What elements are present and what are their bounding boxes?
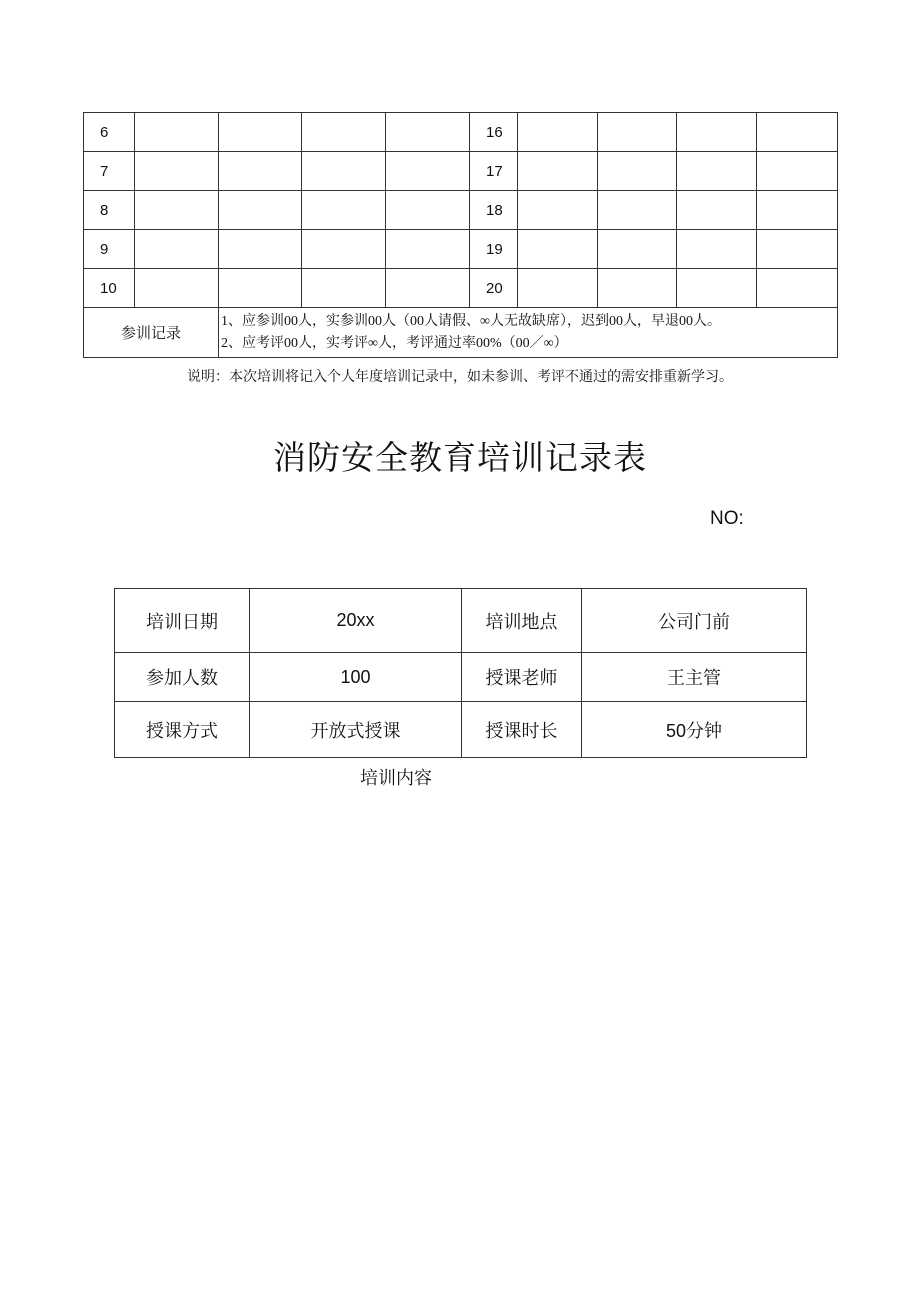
table-row — [115, 653, 807, 702]
evaluation-record-line: 2、应考评00人，实考评∞人，考评通过率00%（00／∞） — [221, 335, 568, 351]
page-title: 消防安全教育培训记录表 — [273, 441, 647, 477]
row-number: 10 — [84, 269, 135, 308]
row-number: 20 — [470, 269, 518, 308]
table-row — [84, 269, 838, 308]
blank-cell — [677, 191, 757, 230]
table-row — [115, 702, 807, 758]
row-number: 9 — [84, 230, 135, 269]
attendance-record-line: 1、应参训00人，实参训00人（00人请假、∞人无故缺席），迟到00人，早退00人。 — [221, 313, 721, 329]
blank-cell — [677, 113, 757, 152]
blank-cell — [135, 113, 219, 152]
blank-cell — [677, 152, 757, 191]
blank-cell — [219, 191, 302, 230]
training-location-value: 公司门前 — [582, 589, 807, 653]
blank-cell — [135, 269, 219, 308]
teaching-method-value: 开放式授课 — [250, 702, 462, 758]
blank-cell — [757, 269, 838, 308]
blank-cell — [386, 113, 470, 152]
row-number: 18 — [470, 191, 518, 230]
blank-cell — [219, 269, 302, 308]
blank-cell — [135, 191, 219, 230]
blank-cell — [302, 152, 386, 191]
row-number: 6 — [84, 113, 135, 152]
blank-cell — [518, 191, 598, 230]
blank-cell — [302, 113, 386, 152]
training-location-label: 培训地点 — [462, 589, 582, 653]
teacher-value: 王主管 — [582, 653, 807, 702]
row-number: 17 — [470, 152, 518, 191]
training-content-label: 培训内容 — [360, 768, 432, 788]
blank-cell — [598, 113, 677, 152]
teaching-method-label: 授课方式 — [115, 702, 250, 758]
blank-cell — [135, 230, 219, 269]
blank-cell — [598, 269, 677, 308]
attendance-table — [83, 112, 838, 358]
table-row — [84, 191, 838, 230]
blank-cell — [757, 230, 838, 269]
training-info-table — [114, 588, 807, 758]
blank-cell — [302, 269, 386, 308]
blank-cell — [757, 191, 838, 230]
blank-cell — [677, 269, 757, 308]
blank-cell — [598, 191, 677, 230]
participants-value: 100 — [250, 653, 462, 702]
blank-cell — [518, 152, 598, 191]
blank-cell — [518, 113, 598, 152]
blank-cell — [219, 113, 302, 152]
blank-cell — [518, 269, 598, 308]
blank-cell — [386, 230, 470, 269]
row-number: 19 — [470, 230, 518, 269]
row-number: 8 — [84, 191, 135, 230]
table-row — [84, 152, 838, 191]
attendance-record-text — [219, 308, 838, 358]
blank-cell — [598, 152, 677, 191]
teaching-duration-value: 50分钟 — [582, 702, 807, 758]
attendance-record-row — [84, 308, 838, 358]
participants-label: 参加人数 — [115, 653, 250, 702]
table-note: 说明：本次培训将记入个人年度培训记录中，如未参训、考评不通过的需安排重新学习。 — [187, 370, 733, 385]
blank-cell — [135, 152, 219, 191]
blank-cell — [386, 191, 470, 230]
blank-cell — [302, 230, 386, 269]
blank-cell — [219, 230, 302, 269]
blank-cell — [757, 152, 838, 191]
document-number-label: NO: — [710, 508, 744, 529]
blank-cell — [757, 113, 838, 152]
row-number: 7 — [84, 152, 135, 191]
table-row — [115, 589, 807, 653]
blank-cell — [386, 269, 470, 308]
blank-cell — [677, 230, 757, 269]
teacher-label: 授课老师 — [462, 653, 582, 702]
blank-cell — [219, 152, 302, 191]
blank-cell — [386, 152, 470, 191]
table-row — [84, 113, 838, 152]
training-date-label: 培训日期 — [115, 589, 250, 653]
teaching-duration-label: 授课时长 — [462, 702, 582, 758]
row-number: 16 — [470, 113, 518, 152]
blank-cell — [302, 191, 386, 230]
blank-cell — [598, 230, 677, 269]
training-date-value: 20xx — [250, 589, 462, 653]
blank-cell — [518, 230, 598, 269]
attendance-record-label: 参训记录 — [84, 308, 219, 358]
table-row — [84, 230, 838, 269]
